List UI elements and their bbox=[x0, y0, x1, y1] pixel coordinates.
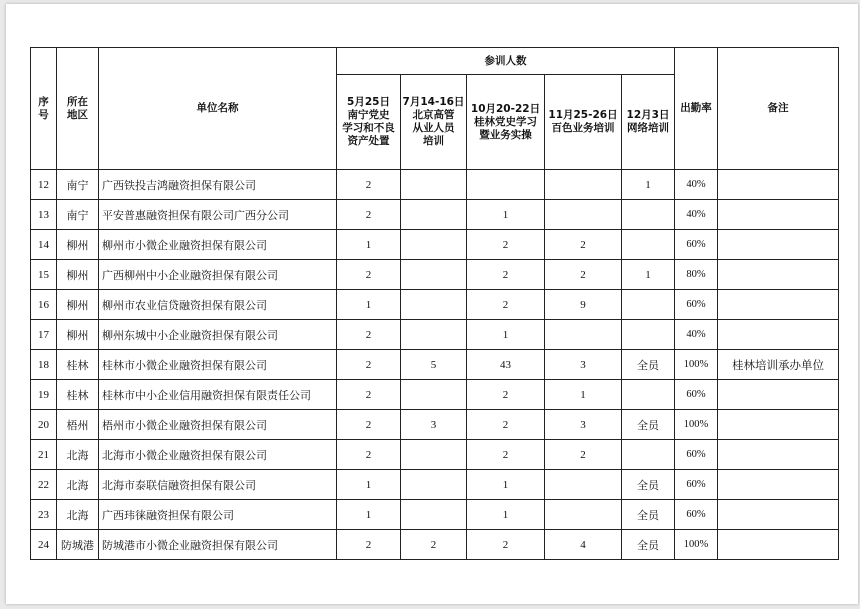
cell-session-1: 2 bbox=[337, 260, 401, 290]
cell-session-4 bbox=[545, 500, 622, 530]
cell-unit-name: 柳州东城中小企业融资担保有限公司 bbox=[99, 320, 337, 350]
cell-session-2 bbox=[401, 200, 467, 230]
cell-session-4: 2 bbox=[545, 260, 622, 290]
cell-remark bbox=[718, 200, 839, 230]
table-row bbox=[31, 320, 839, 350]
cell-unit-name: 柳州市农业信贷融资担保有限公司 bbox=[99, 290, 337, 320]
cell-session-4 bbox=[545, 320, 622, 350]
table-row bbox=[31, 350, 839, 380]
cell-seq: 20 bbox=[31, 410, 57, 440]
header-session-5-line: 网络培训 bbox=[627, 122, 670, 134]
cell-region: 南宁 bbox=[57, 170, 99, 200]
header-session-4-line: 百色业务培训 bbox=[551, 122, 615, 134]
header-session-2 bbox=[401, 75, 467, 170]
cell-session-3: 2 bbox=[467, 530, 545, 560]
cell-region: 桂林 bbox=[57, 350, 99, 380]
cell-session-3: 2 bbox=[467, 440, 545, 470]
cell-session-5: 全员 bbox=[622, 500, 675, 530]
cell-attendance-rate: 60% bbox=[675, 440, 718, 470]
cell-seq: 19 bbox=[31, 380, 57, 410]
cell-session-5: 全员 bbox=[622, 530, 675, 560]
table-row bbox=[31, 410, 839, 440]
cell-session-1: 1 bbox=[337, 230, 401, 260]
cell-attendance-rate: 100% bbox=[675, 410, 718, 440]
cell-remark bbox=[718, 440, 839, 470]
header-training-group: 参训人数 bbox=[337, 48, 675, 75]
cell-remark bbox=[718, 500, 839, 530]
cell-session-4 bbox=[545, 470, 622, 500]
cell-session-2: 2 bbox=[401, 530, 467, 560]
table-row bbox=[31, 380, 839, 410]
table-row bbox=[31, 500, 839, 530]
table-row bbox=[31, 530, 839, 560]
cell-unit-name: 北海市小微企业融资担保有限公司 bbox=[99, 440, 337, 470]
header-region-text: 所在地区 bbox=[67, 95, 88, 121]
cell-session-2 bbox=[401, 290, 467, 320]
cell-session-2 bbox=[401, 440, 467, 470]
cell-region: 柳州 bbox=[57, 260, 99, 290]
cell-unit-name: 广西柳州中小企业融资担保有限公司 bbox=[99, 260, 337, 290]
header-session-3-line: 10月20-22日 bbox=[470, 102, 541, 115]
cell-attendance-rate: 100% bbox=[675, 350, 718, 380]
cell-session-3: 2 bbox=[467, 410, 545, 440]
cell-session-5: 1 bbox=[622, 260, 675, 290]
cell-attendance-rate: 60% bbox=[675, 500, 718, 530]
cell-session-5: 全员 bbox=[622, 410, 675, 440]
cell-remark: 桂林培训承办单位 bbox=[718, 350, 839, 380]
cell-session-2 bbox=[401, 380, 467, 410]
cell-session-1: 2 bbox=[337, 320, 401, 350]
cell-attendance-rate: 40% bbox=[675, 320, 718, 350]
cell-session-5 bbox=[622, 290, 675, 320]
header-remark: 备注 bbox=[718, 48, 839, 170]
cell-session-2 bbox=[401, 470, 467, 500]
cell-session-4: 2 bbox=[545, 440, 622, 470]
cell-unit-name: 北海市泰联信融资担保有限公司 bbox=[99, 470, 337, 500]
table-body bbox=[31, 170, 839, 560]
cell-remark bbox=[718, 260, 839, 290]
header-session-5-line: 12月3日 bbox=[626, 109, 670, 121]
cell-session-1: 2 bbox=[337, 380, 401, 410]
header-session-1-line: 南宁党史 bbox=[347, 109, 390, 121]
cell-region: 柳州 bbox=[57, 320, 99, 350]
cell-session-2: 5 bbox=[401, 350, 467, 380]
cell-remark bbox=[718, 230, 839, 260]
training-attendance-table bbox=[30, 47, 839, 560]
cell-seq: 23 bbox=[31, 500, 57, 530]
cell-attendance-rate: 80% bbox=[675, 260, 718, 290]
cell-session-5 bbox=[622, 380, 675, 410]
cell-region: 防城港 bbox=[57, 530, 99, 560]
cell-attendance-rate: 60% bbox=[675, 380, 718, 410]
cell-unit-name: 防城港市小微企业融资担保有限公司 bbox=[99, 530, 337, 560]
cell-session-5 bbox=[622, 320, 675, 350]
cell-region: 北海 bbox=[57, 440, 99, 470]
cell-session-1: 1 bbox=[337, 290, 401, 320]
cell-session-1: 2 bbox=[337, 200, 401, 230]
cell-seq: 17 bbox=[31, 320, 57, 350]
cell-session-2: 3 bbox=[401, 410, 467, 440]
cell-seq: 24 bbox=[31, 530, 57, 560]
cell-unit-name: 柳州市小微企业融资担保有限公司 bbox=[99, 230, 337, 260]
cell-session-4: 3 bbox=[545, 410, 622, 440]
cell-session-3: 1 bbox=[467, 470, 545, 500]
cell-remark bbox=[718, 530, 839, 560]
header-session-2-line: 从业人员 bbox=[412, 122, 455, 134]
table-row bbox=[31, 470, 839, 500]
cell-seq: 16 bbox=[31, 290, 57, 320]
cell-session-3: 2 bbox=[467, 260, 545, 290]
cell-region: 桂林 bbox=[57, 380, 99, 410]
cell-session-5 bbox=[622, 440, 675, 470]
cell-session-3: 2 bbox=[467, 290, 545, 320]
cell-session-2 bbox=[401, 320, 467, 350]
cell-region: 北海 bbox=[57, 470, 99, 500]
cell-remark bbox=[718, 410, 839, 440]
cell-session-5 bbox=[622, 200, 675, 230]
cell-remark bbox=[718, 470, 839, 500]
cell-attendance-rate: 40% bbox=[675, 200, 718, 230]
header-session-2-line: 北京高管 bbox=[412, 109, 455, 121]
cell-region: 柳州 bbox=[57, 230, 99, 260]
cell-unit-name: 平安普惠融资担保有限公司广西分公司 bbox=[99, 200, 337, 230]
cell-session-1: 2 bbox=[337, 440, 401, 470]
header-session-4-line: 11月25-26日 bbox=[548, 109, 618, 121]
cell-remark bbox=[718, 290, 839, 320]
cell-session-1: 2 bbox=[337, 350, 401, 380]
cell-remark bbox=[718, 320, 839, 350]
header-seq bbox=[31, 48, 57, 170]
cell-seq: 21 bbox=[31, 440, 57, 470]
cell-session-2 bbox=[401, 500, 467, 530]
cell-seq: 12 bbox=[31, 170, 57, 200]
cell-session-1: 2 bbox=[337, 410, 401, 440]
cell-seq: 15 bbox=[31, 260, 57, 290]
cell-unit-name: 桂林市小微企业融资担保有限公司 bbox=[99, 350, 337, 380]
cell-region: 梧州 bbox=[57, 410, 99, 440]
header-session-1-line: 5月25日 bbox=[347, 96, 390, 108]
header-session-5 bbox=[622, 75, 675, 170]
cell-region: 柳州 bbox=[57, 290, 99, 320]
header-session-3-line: 暨业务实操 bbox=[479, 128, 532, 141]
cell-session-1: 1 bbox=[337, 470, 401, 500]
cell-session-2 bbox=[401, 170, 467, 200]
document-page bbox=[6, 4, 858, 604]
cell-session-4: 1 bbox=[545, 380, 622, 410]
cell-unit-name: 广西玮徕融资担保有限公司 bbox=[99, 500, 337, 530]
cell-region: 南宁 bbox=[57, 200, 99, 230]
header-session-1-line: 资产处置 bbox=[347, 135, 390, 147]
header-session-1-line: 学习和不良 bbox=[342, 122, 395, 134]
cell-seq: 13 bbox=[31, 200, 57, 230]
cell-session-3: 2 bbox=[467, 380, 545, 410]
cell-session-4 bbox=[545, 200, 622, 230]
cell-attendance-rate: 60% bbox=[675, 230, 718, 260]
header-session-2-line: 培训 bbox=[423, 135, 444, 147]
table-row bbox=[31, 200, 839, 230]
cell-unit-name: 桂林市中小企业信用融资担保有限责任公司 bbox=[99, 380, 337, 410]
header-session-2-line: 7月14-16日 bbox=[402, 96, 465, 108]
header-session-3-line: 桂林党史学习 bbox=[474, 115, 537, 128]
cell-session-3: 1 bbox=[467, 500, 545, 530]
table-row bbox=[31, 170, 839, 200]
cell-seq: 22 bbox=[31, 470, 57, 500]
cell-attendance-rate: 60% bbox=[675, 470, 718, 500]
cell-session-3: 1 bbox=[467, 320, 545, 350]
cell-session-3: 2 bbox=[467, 230, 545, 260]
table-row bbox=[31, 290, 839, 320]
cell-session-4: 2 bbox=[545, 230, 622, 260]
cell-session-5 bbox=[622, 230, 675, 260]
cell-session-3 bbox=[467, 170, 545, 200]
cell-session-2 bbox=[401, 230, 467, 260]
header-unit-name: 单位名称 bbox=[99, 48, 337, 170]
cell-seq: 14 bbox=[31, 230, 57, 260]
cell-session-5: 全员 bbox=[622, 470, 675, 500]
cell-session-4 bbox=[545, 170, 622, 200]
cell-attendance-rate: 40% bbox=[675, 170, 718, 200]
header-attendance-rate: 出勤率 bbox=[675, 48, 718, 170]
header-session-3 bbox=[467, 75, 545, 170]
cell-attendance-rate: 60% bbox=[675, 290, 718, 320]
cell-session-3: 43 bbox=[467, 350, 545, 380]
table-row bbox=[31, 440, 839, 470]
cell-attendance-rate: 100% bbox=[675, 530, 718, 560]
cell-session-4: 9 bbox=[545, 290, 622, 320]
cell-session-2 bbox=[401, 260, 467, 290]
cell-session-5: 全员 bbox=[622, 350, 675, 380]
header-seq-text: 序号 bbox=[38, 95, 49, 121]
cell-session-1: 1 bbox=[337, 500, 401, 530]
cell-remark bbox=[718, 380, 839, 410]
cell-unit-name: 梧州市小微企业融资担保有限公司 bbox=[99, 410, 337, 440]
cell-region: 北海 bbox=[57, 500, 99, 530]
cell-session-4: 3 bbox=[545, 350, 622, 380]
table-row bbox=[31, 230, 839, 260]
table-row bbox=[31, 260, 839, 290]
header-session-4 bbox=[545, 75, 622, 170]
header-session-1 bbox=[337, 75, 401, 170]
cell-seq: 18 bbox=[31, 350, 57, 380]
cell-session-1: 2 bbox=[337, 170, 401, 200]
cell-session-1: 2 bbox=[337, 530, 401, 560]
cell-session-4: 4 bbox=[545, 530, 622, 560]
cell-unit-name: 广西铁投吉鸿融资担保有限公司 bbox=[99, 170, 337, 200]
cell-session-3: 1 bbox=[467, 200, 545, 230]
header-region bbox=[57, 48, 99, 170]
cell-session-5: 1 bbox=[622, 170, 675, 200]
cell-remark bbox=[718, 170, 839, 200]
